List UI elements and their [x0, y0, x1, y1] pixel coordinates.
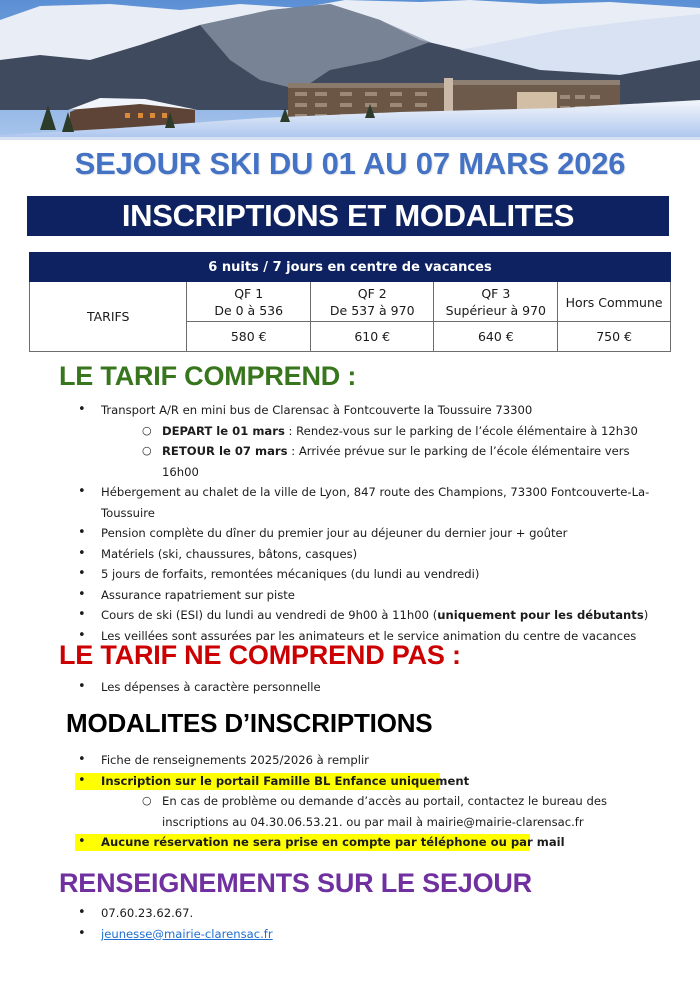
item-text: Inscription sur le portail Famille BL Enfance uniquement [101, 773, 470, 788]
price-qf3: 640 € [434, 322, 558, 352]
section-title-excludes: LE TARIF NE COMPREND PAS : [59, 640, 461, 670]
bullet-icon: • [78, 484, 86, 499]
list-item [60, 441, 660, 482]
includes-list [60, 400, 660, 646]
item-bold: DEPART le 01 mars [162, 423, 285, 438]
excludes-list [60, 677, 660, 698]
circle-bullet-icon: ○ [142, 794, 152, 807]
circle-bullet-icon: ○ [142, 423, 152, 437]
phone-number: 07.60.23.62.67. [101, 906, 194, 920]
bullet-icon: • [78, 679, 86, 694]
list-item [60, 605, 660, 626]
column-range: De 537 à 970 [329, 303, 415, 318]
email-link[interactable]: jeunesse@mairie-clarensac.fr [101, 926, 273, 941]
page-title: SEJOUR SKI DU 01 AU 07 MARS 2026 [74, 146, 626, 181]
list-item [60, 585, 660, 606]
modalites-list [60, 750, 660, 853]
column-qf3 [434, 282, 558, 322]
item-bold: uniquement pour les débutants [437, 608, 644, 622]
section-title-includes: LE TARIF COMPREND : [59, 361, 357, 391]
bullet-icon: • [78, 925, 86, 941]
table-row [30, 282, 671, 322]
list-item [60, 544, 660, 565]
bullet-icon: • [78, 752, 86, 767]
column-qf1 [187, 282, 311, 322]
price-qf2: 610 € [310, 322, 434, 352]
bullet-icon: • [78, 586, 86, 602]
item-text: Pension complète du dîner du premier jour au déjeuner du dernier jour + goûter [101, 526, 568, 540]
list-item [60, 400, 660, 421]
info-list [60, 903, 660, 944]
item-text: Cours de ski (ESI) du lundi au vendredi de 9h00 à 11h00 ( [101, 608, 438, 622]
column-qf2 [310, 282, 434, 322]
item-text: Transport A/R en mini bus de Clarensac à Fontcouverte la Toussuire 73300 [101, 403, 533, 417]
item-text: Toussuire [101, 505, 155, 520]
bullet-icon: • [78, 834, 86, 849]
column-name: QF 3 [481, 286, 511, 301]
bullet-icon: • [78, 772, 86, 788]
item-text: En cas de problème ou demande d’accès au portail, contactez le bureau des [162, 794, 608, 808]
list-item-highlighted [60, 771, 660, 792]
column-name: Hors Commune [565, 294, 663, 310]
item-text: Assurance rapatriement sur piste [101, 587, 295, 602]
bullet-icon: • [78, 607, 86, 622]
column-range: De 0 à 536 [214, 303, 284, 318]
column-hors-commune [558, 282, 671, 322]
list-item [60, 523, 660, 544]
list-item [60, 924, 660, 945]
list-item [60, 791, 660, 832]
item-text: Les veillées sont assurées par les animateurs et le service animation du centre de vacances [101, 628, 637, 643]
bullet-icon: • [78, 905, 86, 920]
item-text: Matériels (ski, chaussures, bâtons, casques) [101, 546, 358, 561]
list-item [60, 564, 660, 585]
section-title-info: RENSEIGNEMENTS SUR LE SEJOUR [59, 868, 532, 898]
bullet-icon: • [78, 402, 86, 417]
bullet-icon: • [78, 545, 86, 561]
item-bold: RETOUR le 07 mars [162, 444, 288, 458]
column-name: QF 1 [234, 286, 264, 301]
section-title-modalites: MODALITES D’INSCRIPTIONS [66, 708, 433, 738]
item-text: Hébergement au chalet de la ville de Lyon, 847 route des Champions, 73300 Fontcouverte-La- [101, 485, 650, 499]
item-text: ) [643, 608, 649, 622]
column-name: QF 2 [357, 286, 387, 301]
list-item [60, 421, 660, 442]
bullet-icon: • [78, 566, 86, 581]
item-text: Fiche de renseignements 2025/2026 à remplir [101, 753, 369, 767]
item-text: : Rendez-vous sur le parking de l’école élémentaire à 12h30 [284, 423, 638, 438]
tarifs-table [29, 252, 671, 352]
item-text: Les dépenses à caractère personnelle [101, 680, 321, 694]
column-range: Supérieur à 970 [445, 303, 546, 318]
table-header: 6 nuits / 7 jours en centre de vacances [30, 253, 671, 282]
bullet-icon: • [78, 525, 86, 540]
circle-bullet-icon: ○ [142, 444, 152, 457]
item-text: Aucune réservation ne sera prise en compte par téléphone ou par mail [101, 835, 565, 849]
item-text: 5 jours de forfaits, remontées mécaniques (du lundi au vendredi) [101, 567, 480, 581]
list-item [60, 903, 660, 924]
bullet-icon: • [78, 627, 86, 643]
list-item [60, 482, 660, 523]
price-hors-commune: 750 € [558, 322, 671, 352]
price-qf1: 580 € [187, 322, 311, 352]
item-text: : Arrivée prévue sur le parking de l’école élémentaire vers 16h00 [162, 444, 630, 479]
list-item-highlighted [60, 832, 660, 853]
list-item [60, 750, 660, 771]
mountain-photo-icon [0, 0, 700, 140]
list-item [60, 677, 660, 698]
tarifs-label: TARIFS [30, 282, 187, 352]
banner-photo [0, 0, 700, 140]
item-text: inscriptions au 04.30.06.53.21. ou par mail à mairie@mairie-clarensac.fr [162, 814, 584, 829]
subtitle-banner: INSCRIPTIONS ET MODALITES [27, 196, 669, 236]
